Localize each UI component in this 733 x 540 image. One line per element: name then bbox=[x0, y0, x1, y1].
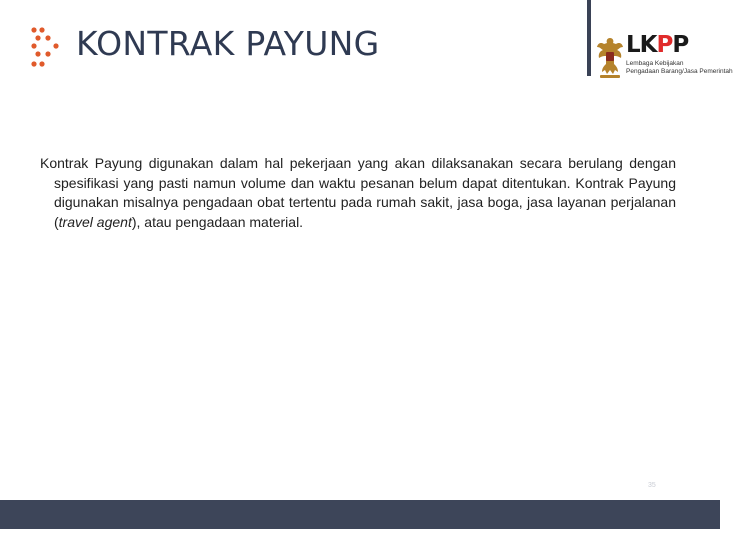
lkpp-logo bbox=[596, 32, 733, 82]
body-text-part1: Kontrak Payung digunakan dalam hal pekerjaan yang akan dilaksanakan secara berulang dengan spesifikasi yang pasti namun volume dan waktu pesanan belum dapat ditentukan. Kontrak Payung digunakan misalnya pengadaan obat tertentu pada rumah sakit, jasa boga, jasa layanan perjalanan ( bbox=[40, 155, 676, 230]
logo-wordmark-suffix: P bbox=[672, 32, 689, 58]
slide-title: KONTRAK PAYUNG bbox=[76, 24, 380, 63]
body-paragraph bbox=[40, 154, 676, 232]
body-text-italic: travel agent bbox=[58, 213, 132, 230]
logo-subtitle-line2: Pengadaan Barang/Jasa Pemerintah bbox=[626, 68, 733, 75]
orange-dots-icon bbox=[28, 26, 62, 70]
logo-wordmark-prefix: LK bbox=[626, 32, 657, 58]
header-divider bbox=[587, 0, 591, 76]
body-text-part2: ), atau pengadaan material. bbox=[131, 213, 304, 230]
logo-subtitle-line1: Lembaga Kebijakan bbox=[626, 60, 684, 67]
logo-wordmark-accent: P bbox=[656, 32, 673, 58]
footer-bar bbox=[0, 500, 720, 529]
page-number: 35 bbox=[648, 482, 656, 489]
logo-wordmark bbox=[626, 32, 688, 58]
garuda-emblem-icon bbox=[596, 34, 624, 80]
